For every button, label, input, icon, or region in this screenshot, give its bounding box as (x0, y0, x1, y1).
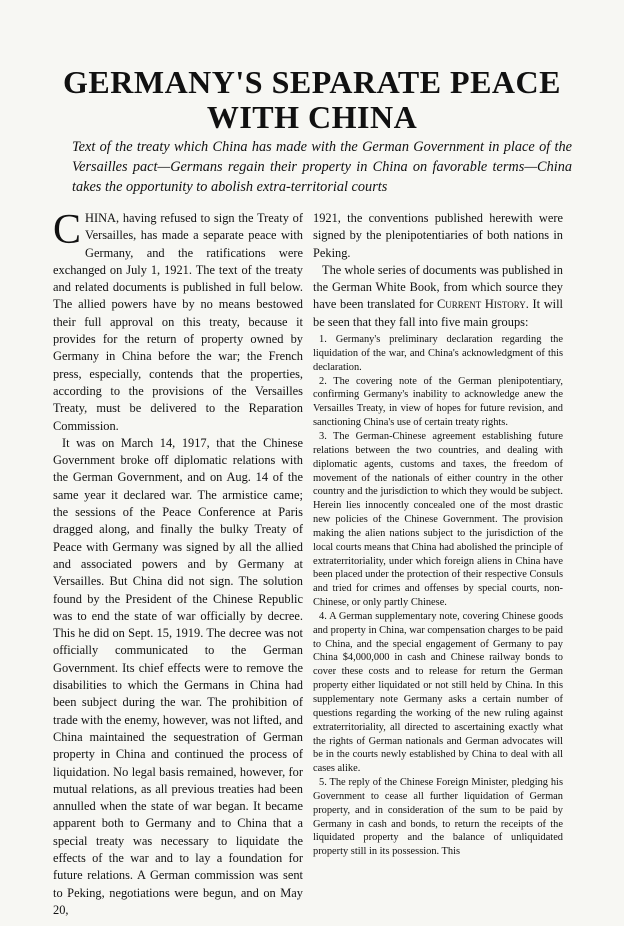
intro-paragraph (53, 207, 303, 435)
continuation-paragraph: 1921, the conventions published herewith were signed by the plenipotentiaries of both nations in Peking. (313, 211, 563, 260)
list-item: 2. The covering note of the German plenipotentiary, confirming Germany's inability to acknowledge anew the Versailles Treaty, in view of hopes for future revision, and sanctioning China's use of certain treaty rights. (313, 375, 563, 429)
magazine-name: Current History (437, 297, 526, 312)
list-item: 5. The reply of the Chinese Foreign Minister, pledging his Government to cease all further liquidation of German property, and in consideration of the sum to be paid by Germany in cash and bonds, to return the receipts of the liquidated property and the balance of unliquidated property still in its possession. This (313, 777, 563, 858)
list-item: 3. The German-Chinese agreement establishing future relations between the two countries, and dealing with diplomatic agents, customs and taxes, the freedom of movement of the nationals of either country in the other country and the jurisdiction to which they would be subject. Herein lies innocently concealed one of the most drastic new policies of the Chinese Government. The provision making the alien nations subject to the jurisdiction of the local courts means that China had abolished the principle of extraterritoriality, under which foreign aliens in China have been placed under the protection of their respective Consuls and tried for crimes and offenses by special courts, non-Chinese, or only partly Chinese. (313, 430, 563, 609)
article-title-line-2: WITH CHINA (206, 99, 418, 135)
list-item: 4. A German supplementary note, covering Chinese goods and property in China, war compensation charges to be paid to China, and the special engagement of Germany to pay China $4,000,000 in cash and Chinese railway bonds to cover these costs and to release for return the German property either liquidated or not still held by China. In this supplementary note Germany asks a certain number of questions regarding the working of the new ruling against extraterritoriality, all directed to ascertaining exactly what the rights of German nationals and German advocates will be in the courts newly established by China to deal with all cases alike. (313, 610, 563, 775)
list-item: 1. Germany's preliminary declaration regarding the liquidation of the war, and China's acknowledgment of this declaration. (313, 334, 563, 373)
intro-paragraph-text: HINA, having refused to sign the Treaty of Versailles, has made a separate peace with Germany, and the ratifications were exchanged on July 1, 1921. The text of the treaty and related documents is published in full below. The allied powers have by no means bestowed their full approval on this treaty, because it provides for the return of property owned by Germany in China before the war; the French press, especially, contends that the properties, according to the provisions of the Versailles Treaty, must be delivered to the Reparation Commission. (53, 211, 303, 433)
article-title-line-1: GERMANY'S SEPARATE PEACE (63, 64, 561, 100)
left-column (53, 207, 303, 919)
drop-cap: C (53, 207, 82, 253)
right-column (313, 210, 563, 859)
document-groups-list (313, 333, 563, 859)
history-paragraph: It was on March 14, 1917, that the Chinese Government broke off diplomatic relations with the German Government, and on Aug. 14 of the same year it declared war. The armistice came; the sessions of the Peace Conference at Paris dragged along, and finally the bulky Treaty of Peace with Germany was signed by all the allied and associated powers and by Germany at Versailles. But China did not sign. The solution found by the President of the Chinese Republic was to end the state of war officially by decree. This he did on Sept. 15, 1919. The decree was not officially communicated to the German Government. Its chief effects were to remove the disabilities to which the Germans in China had been subject during the war. The prohibition of trade with the enemy, however, was not lifted, and China maintained the sequestration of German property in China and continued the process of liquidation. No legal basis remained, however, for mutual relations, as all previous treaties had been annulled when the state of war began. It became apparent both to Germany and to China that a special treaty was necessary to liquidate the effects of the war and to lay a foundation for future relations. A German commission was sent to Peking, negotiations were begun, and on May 20, (53, 435, 303, 917)
article-subtitle: Text of the treaty which China has made with the German Government in place of the Versailles pact—Germans regain their property in China on favorable terms—China takes the opportunity to abolish extra-territorial courts (72, 139, 572, 195)
documents-text-start: The whole series of documents was published in the German White Book, from which source they have been translated for (313, 262, 563, 312)
documents-paragraph (313, 262, 563, 331)
documents-text-end: . It will be seen that they fall into five main groups: (313, 297, 563, 329)
